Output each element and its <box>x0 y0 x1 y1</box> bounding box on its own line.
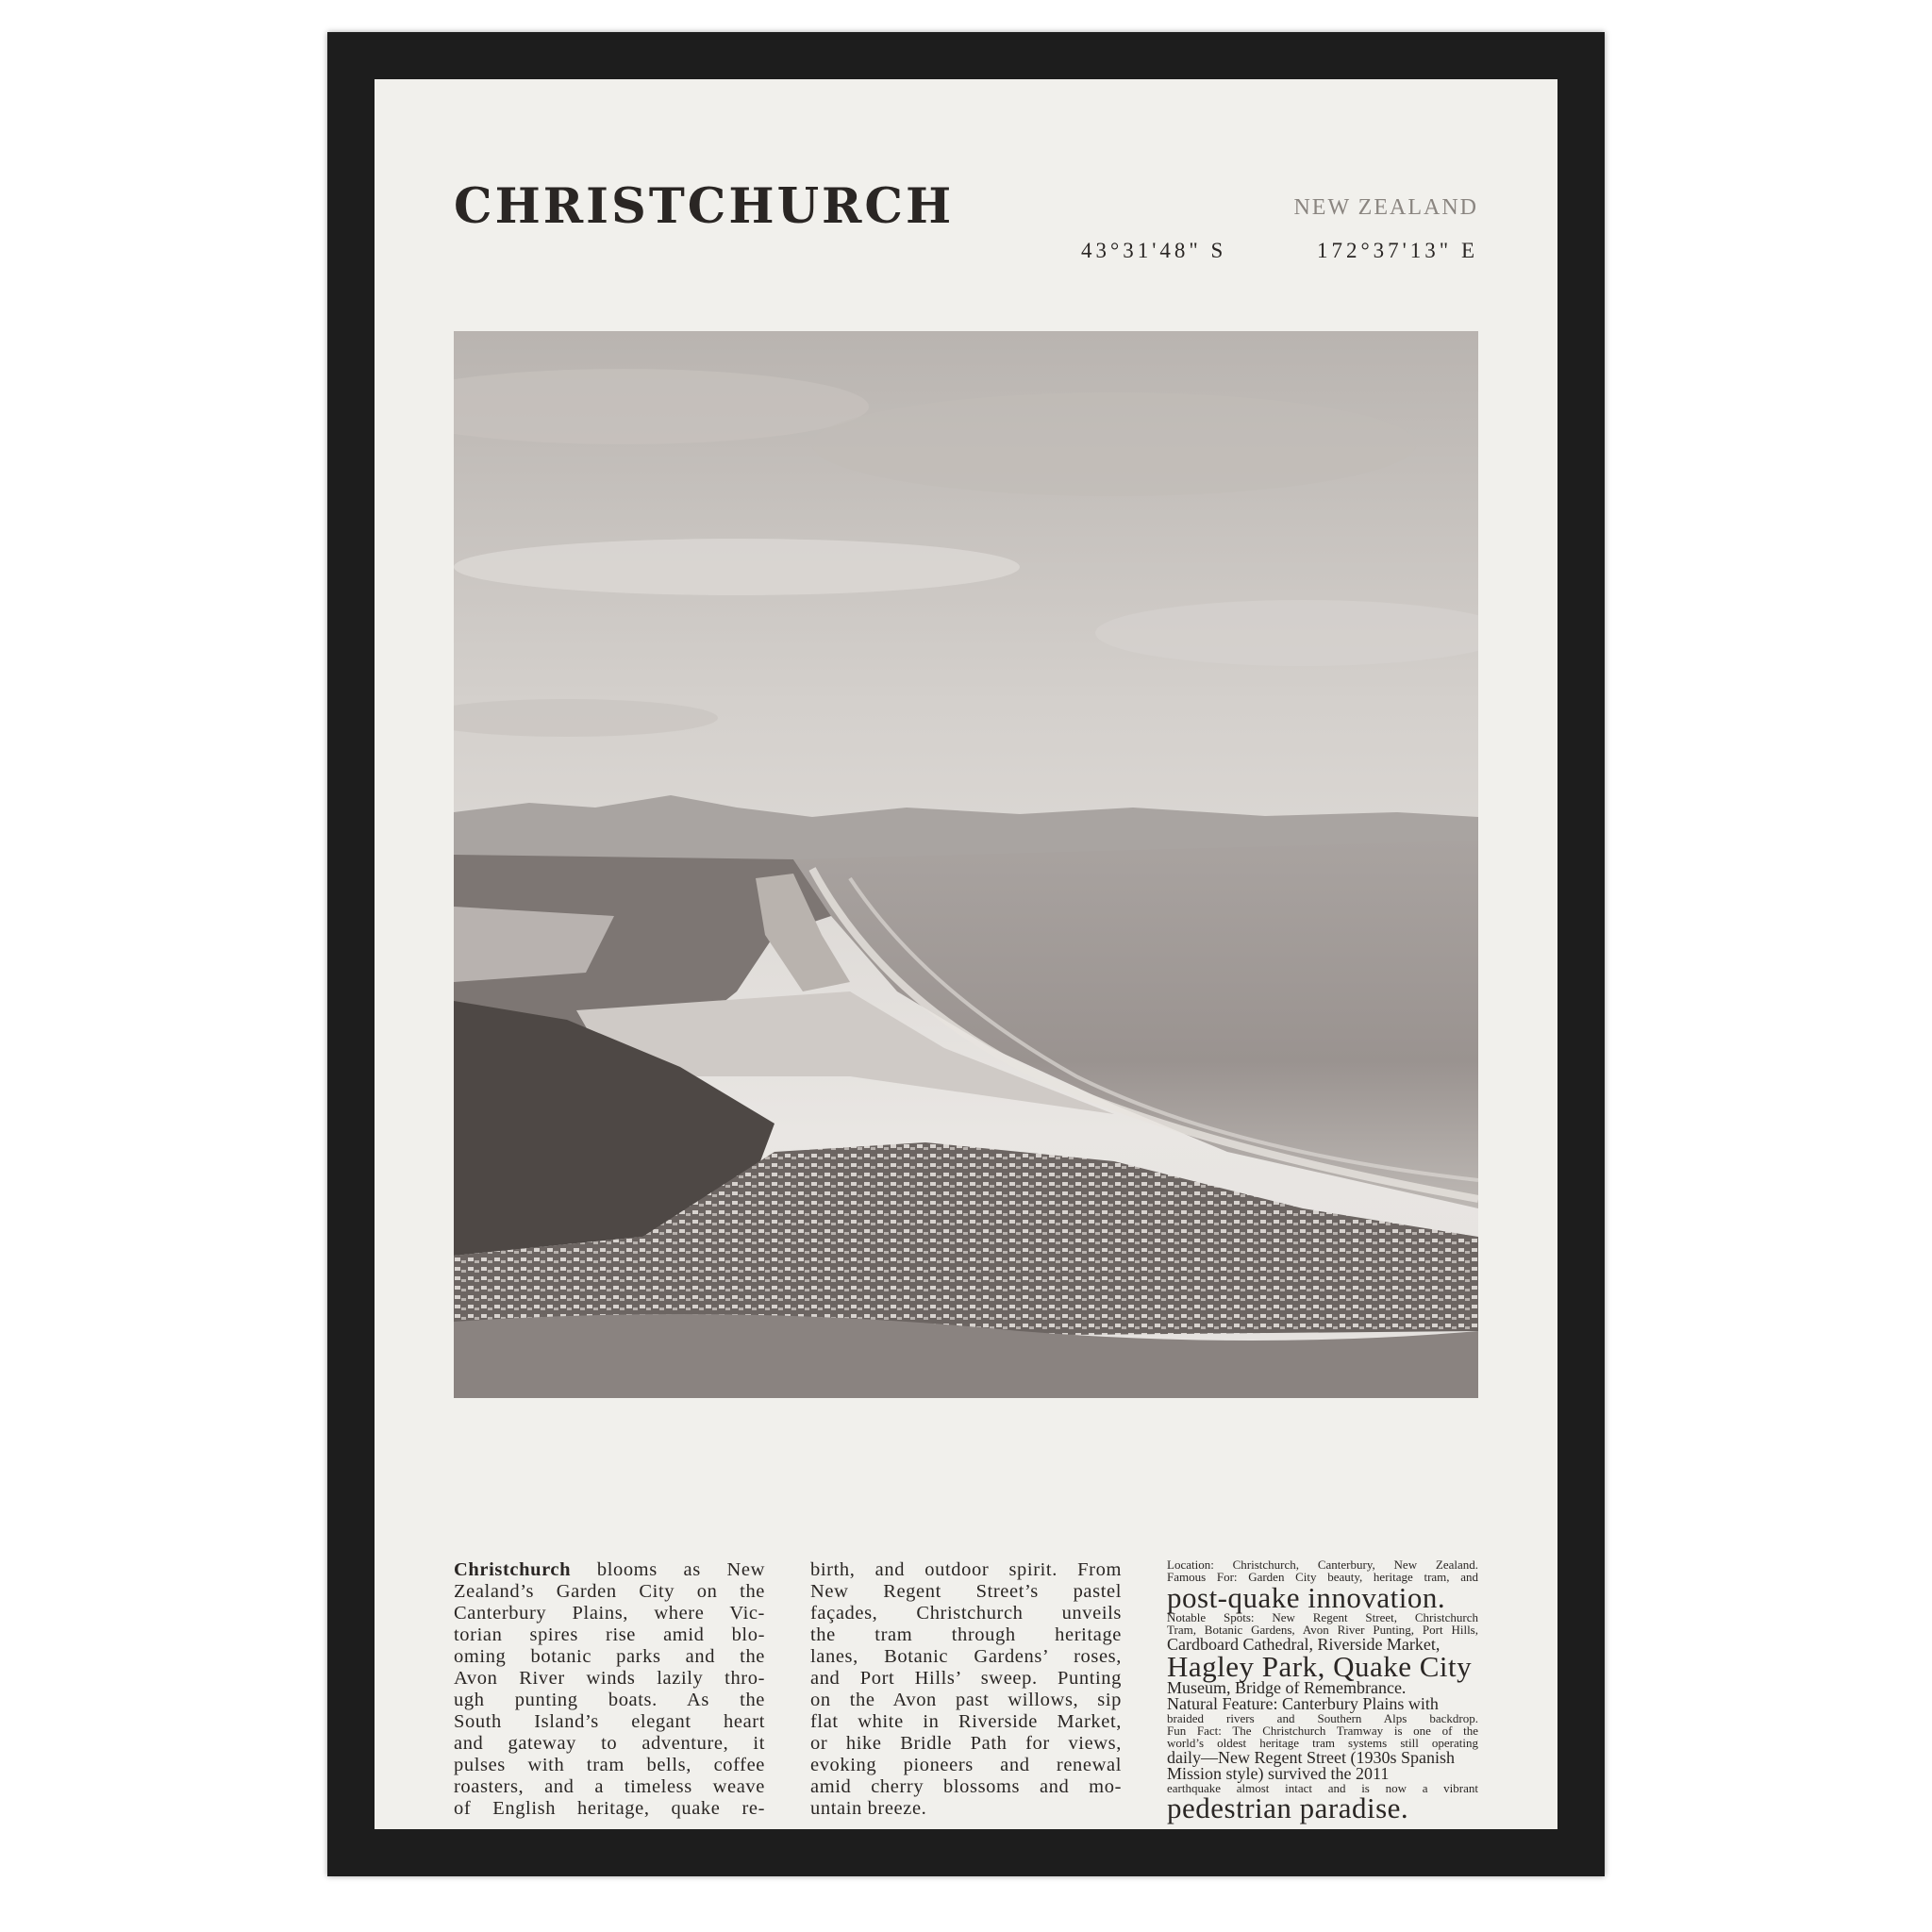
fact-highlight: post-quake innovation. <box>1167 1580 1446 1614</box>
description-line: torian spires rise amid blo- <box>454 1624 765 1645</box>
description-line: untain breeze. <box>810 1798 927 1819</box>
fact-line: earthquake almost intact and is now a vibrant <box>1167 1780 1478 1795</box>
fact-line: Mission style) survived the 2011 <box>1167 1763 1390 1783</box>
longitude-label: 172°37'13" E <box>1316 239 1478 262</box>
description-line: roasters, and a timeless weave <box>454 1776 765 1797</box>
description-line: Avon River winds lazily thro- <box>454 1668 765 1689</box>
fact-line: braided rivers and Southern Alps backdrop. <box>1167 1710 1478 1725</box>
description-line: amid cherry blossoms and mo- <box>810 1776 1122 1797</box>
fact-line: Notable Spots: New Regent Street, Christchurch <box>1167 1609 1478 1624</box>
description-line: blooms as New <box>571 1559 765 1580</box>
description-line: birth, and outdoor spirit. From <box>810 1559 1122 1580</box>
fact-line: daily—New Regent Street (1930s Spanish <box>1167 1747 1455 1767</box>
description-line: oming botanic parks and the <box>454 1646 765 1667</box>
poster-paper <box>375 79 1557 1829</box>
poster-title: CHRISTCHURCH <box>454 178 955 235</box>
description-line: and Port Hills’ sweep. Punting <box>810 1668 1122 1689</box>
description-line: evoking pioneers and renewal <box>810 1755 1122 1775</box>
fact-highlight: Hagley Park, Quake City <box>1167 1649 1473 1683</box>
description-line: of English heritage, quake re- <box>454 1798 765 1819</box>
poster-country: NEW ZEALAND <box>1293 195 1478 220</box>
description-column-1 <box>454 1559 765 1820</box>
latitude-label: 43°31'48" S <box>1081 239 1227 262</box>
fact-line: Natural Feature: Canterbury Plains with <box>1167 1693 1439 1713</box>
fact-line: world’s oldest heritage tram systems still operating <box>1167 1736 1478 1751</box>
description-line: South Island’s elegant heart <box>454 1711 765 1732</box>
fact-line: Cardboard Cathedral, Riverside Market, <box>1167 1634 1441 1654</box>
description-column-2 <box>810 1559 1122 1820</box>
fact-highlight: pedestrian paradise. <box>1167 1791 1409 1825</box>
description-line: Canterbury Plains, where Vic- <box>454 1603 765 1624</box>
fact-line: Famous For: Garden City beauty, heritage tram, and <box>1167 1570 1478 1585</box>
description-line: on the Avon past willows, sip <box>810 1690 1122 1710</box>
fact-line: Location: Christchurch, Canterbury, New Zealand. <box>1167 1557 1478 1572</box>
fact-line: Fun Fact: The Christchurch Tramway is one of the <box>1167 1724 1478 1739</box>
description-line: Zealand’s Garden City on the <box>454 1581 765 1602</box>
description-line: and gateway to adventure, it <box>454 1733 765 1754</box>
description-line: or hike Bridle Path for views, <box>810 1733 1122 1754</box>
coastline-photo <box>454 331 1478 1398</box>
description-line: ugh punting boats. As the <box>454 1690 765 1710</box>
description-line: pulses with tram bells, coffee <box>454 1755 765 1775</box>
description-line: lanes, Botanic Gardens’ roses, <box>810 1646 1122 1667</box>
description-line: façades, Christchurch unveils <box>810 1603 1122 1624</box>
lead-word: Christchurch <box>454 1559 572 1580</box>
fact-line: Museum, Bridge of Remembrance. <box>1167 1677 1407 1697</box>
fact-line: Tram, Botanic Gardens, Avon River Punting, Port Hills, <box>1167 1623 1478 1638</box>
description-line: flat white in Riverside Market, <box>810 1711 1122 1732</box>
description-line: the tram through heritage <box>810 1624 1122 1645</box>
facts-column <box>1167 1557 1478 1825</box>
description-line: New Regent Street’s pastel <box>810 1581 1122 1602</box>
